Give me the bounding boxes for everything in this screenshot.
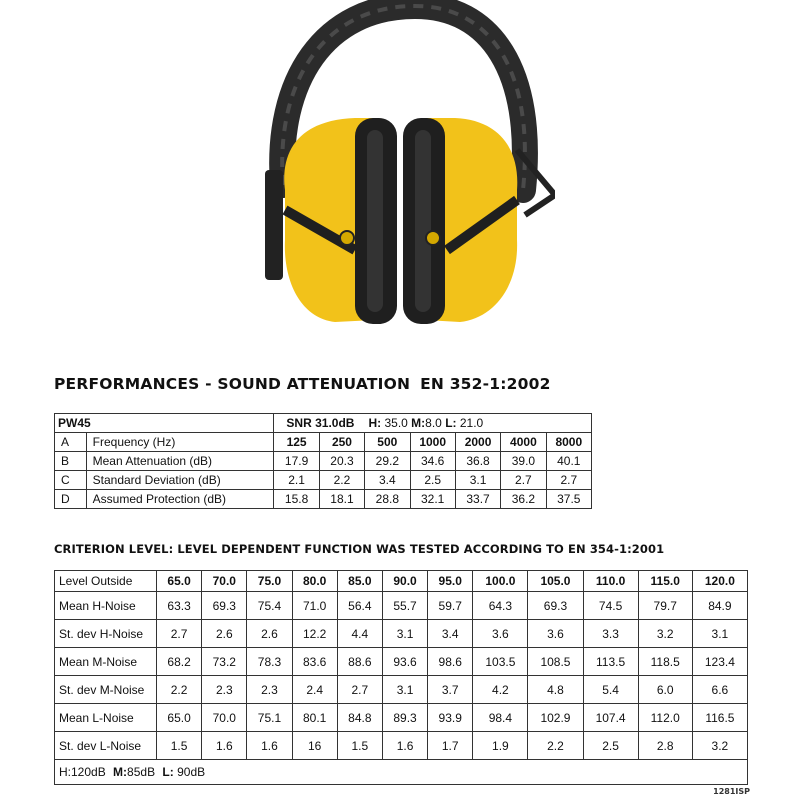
- table-cell: 3.1: [382, 676, 427, 704]
- table-cell: 4000: [501, 433, 546, 452]
- row-label: St. dev M-Noise: [55, 676, 157, 704]
- table-cell: 102.9: [528, 704, 583, 732]
- table-cell: 73.2: [202, 648, 247, 676]
- table-cell: 3.1: [455, 471, 500, 490]
- footer-l-label: L:: [162, 765, 174, 779]
- table-row: [55, 648, 748, 676]
- table-cell: 500: [365, 433, 410, 452]
- table-cell: 120.0: [692, 571, 747, 592]
- table-cell: 37.5: [546, 490, 591, 509]
- table-cell: 4.8: [528, 676, 583, 704]
- table-cell: 110.0: [583, 571, 638, 592]
- row-label: Standard Deviation (dB): [86, 471, 274, 490]
- table-cell: 63.3: [157, 592, 202, 620]
- table-cell: 105.0: [528, 571, 583, 592]
- table-cell: 39.0: [501, 452, 546, 471]
- m-label: M:: [411, 416, 426, 430]
- table-cell: 75.4: [247, 592, 292, 620]
- table-cell: 2.2: [157, 676, 202, 704]
- table-cell: 65.0: [157, 704, 202, 732]
- heading-standard: EN 352-1:2002: [420, 375, 551, 393]
- table-row: [55, 414, 592, 433]
- table-cell: 90.0: [382, 571, 427, 592]
- table-cell: 6.0: [638, 676, 692, 704]
- table-cell: 65.0: [157, 571, 202, 592]
- table-cell: 250: [319, 433, 364, 452]
- table-cell: 28.8: [365, 490, 410, 509]
- table-cell: 29.2: [365, 452, 410, 471]
- table-cell: 1.5: [157, 732, 202, 760]
- row-label: Assumed Protection (dB): [86, 490, 274, 509]
- attenuation-table: [54, 413, 592, 509]
- table-cell: 2.7: [546, 471, 591, 490]
- table-cell: 3.4: [428, 620, 473, 648]
- table-row: [55, 471, 592, 490]
- table-cell: 98.4: [473, 704, 528, 732]
- table-row: [55, 676, 748, 704]
- table-row: [55, 490, 592, 509]
- table-cell: 80.1: [292, 704, 337, 732]
- table-cell: 3.3: [583, 620, 638, 648]
- table-cell: 123.4: [692, 648, 747, 676]
- table-cell: 69.3: [202, 592, 247, 620]
- table-cell: 4.4: [337, 620, 382, 648]
- table-cell: 100.0: [473, 571, 528, 592]
- table-cell: 107.4: [583, 704, 638, 732]
- table-cell: 2.6: [247, 620, 292, 648]
- row-label: St. dev H-Noise: [55, 620, 157, 648]
- table-cell: 3.6: [473, 620, 528, 648]
- table-cell: 70.0: [202, 704, 247, 732]
- table-cell: 95.0: [428, 571, 473, 592]
- table-cell: 89.3: [382, 704, 427, 732]
- table-cell: 4.2: [473, 676, 528, 704]
- table-cell: 2.5: [583, 732, 638, 760]
- row-label: Mean Attenuation (dB): [86, 452, 274, 471]
- table-cell: 33.7: [455, 490, 500, 509]
- table-cell: 70.0: [202, 571, 247, 592]
- snr-cell: [274, 414, 592, 433]
- table-cell: 78.3: [247, 648, 292, 676]
- table-row: [55, 704, 748, 732]
- h-value: 35.0: [384, 416, 408, 430]
- table-row: [55, 592, 748, 620]
- table-cell: 3.1: [382, 620, 427, 648]
- corner-code: 1281ISP: [713, 787, 750, 796]
- table-cell: 71.0: [292, 592, 337, 620]
- footer-m-label: M:: [113, 765, 128, 779]
- table-cell: 2.4: [292, 676, 337, 704]
- table-cell: 6.6: [692, 676, 747, 704]
- table-cell: 1.6: [382, 732, 427, 760]
- table-cell: 1.6: [247, 732, 292, 760]
- table-cell: 17.9: [274, 452, 319, 471]
- table-cell: 2.7: [157, 620, 202, 648]
- table-cell: 56.4: [337, 592, 382, 620]
- table-cell: 1.9: [473, 732, 528, 760]
- row-label: Mean H-Noise: [55, 592, 157, 620]
- table-cell: 40.1: [546, 452, 591, 471]
- table-cell: 88.6: [337, 648, 382, 676]
- row-label: Mean L-Noise: [55, 704, 157, 732]
- footer-l-value: 90dB: [177, 765, 206, 779]
- section-heading: [54, 375, 551, 393]
- table-cell: 55.7: [382, 592, 427, 620]
- table-cell: 8000: [546, 433, 591, 452]
- table-footer: [55, 760, 748, 785]
- table-cell: 93.6: [382, 648, 427, 676]
- table-cell: 98.6: [428, 648, 473, 676]
- table-cell: 3.4: [365, 471, 410, 490]
- table-cell: 116.5: [692, 704, 747, 732]
- table-cell: 115.0: [638, 571, 692, 592]
- table-cell: 12.2: [292, 620, 337, 648]
- heading-title: PERFORMANCES - SOUND ATTENUATION: [54, 375, 411, 393]
- table-cell: 2.1: [274, 471, 319, 490]
- table-cell: 75.0: [247, 571, 292, 592]
- table-cell: 79.7: [638, 592, 692, 620]
- table-cell: 36.2: [501, 490, 546, 509]
- model-cell: PW45: [55, 414, 274, 433]
- table-cell: 103.5: [473, 648, 528, 676]
- table-cell: 3.6: [528, 620, 583, 648]
- table-cell: 5.4: [583, 676, 638, 704]
- table-cell: 85.0: [337, 571, 382, 592]
- criterion-table: [54, 570, 748, 785]
- h-label: H:: [368, 416, 382, 430]
- table-cell: 59.7: [428, 592, 473, 620]
- l-label: L:: [445, 416, 457, 430]
- table-cell: 125: [274, 433, 319, 452]
- table-cell: 3.1: [692, 620, 747, 648]
- table-cell: 74.5: [583, 592, 638, 620]
- table-row: [55, 620, 748, 648]
- table-cell: 2.7: [501, 471, 546, 490]
- table-cell: 20.3: [319, 452, 364, 471]
- table-cell: 2.3: [202, 676, 247, 704]
- table-cell: 2.7: [337, 676, 382, 704]
- table-cell: 2.5: [410, 471, 455, 490]
- table-cell: 36.8: [455, 452, 500, 471]
- table-cell: 83.6: [292, 648, 337, 676]
- table-cell: 1.7: [428, 732, 473, 760]
- table-cell: 112.0: [638, 704, 692, 732]
- table-cell: 1.6: [202, 732, 247, 760]
- table-cell: 1000: [410, 433, 455, 452]
- snr-value: SNR 31.0dB: [286, 416, 355, 430]
- table-cell: 64.3: [473, 592, 528, 620]
- criterion-heading: CRITERION LEVEL: LEVEL DEPENDENT FUNCTION WAS TESTED ACCORDING TO EN 354-1:2001: [54, 542, 665, 556]
- table-row: [55, 732, 748, 760]
- table-cell: 3.7: [428, 676, 473, 704]
- table-cell: 2.6: [202, 620, 247, 648]
- table-cell: 84.8: [337, 704, 382, 732]
- table-cell: 113.5: [583, 648, 638, 676]
- table-row: [55, 433, 592, 452]
- table-cell: 2.3: [247, 676, 292, 704]
- row-label: Mean M-Noise: [55, 648, 157, 676]
- row-label: Frequency (Hz): [86, 433, 274, 452]
- footer-h: H:120dB: [59, 765, 106, 779]
- table-cell: 69.3: [528, 592, 583, 620]
- row-label: Level Outside: [55, 571, 157, 592]
- footer-cell: [55, 760, 748, 785]
- row-code: D: [55, 490, 87, 509]
- header-row: [55, 571, 748, 592]
- table-cell: 68.2: [157, 648, 202, 676]
- m-value: 8.0: [425, 416, 442, 430]
- table-cell: 75.1: [247, 704, 292, 732]
- row-code: A: [55, 433, 87, 452]
- table-cell: 80.0: [292, 571, 337, 592]
- table-cell: 1.5: [337, 732, 382, 760]
- table-cell: 2.2: [528, 732, 583, 760]
- table-cell: 18.1: [319, 490, 364, 509]
- earmuffs-image: [255, 0, 555, 330]
- table-cell: 32.1: [410, 490, 455, 509]
- row-code: B: [55, 452, 87, 471]
- table-cell: 118.5: [638, 648, 692, 676]
- table-cell: 34.6: [410, 452, 455, 471]
- table-cell: 2.8: [638, 732, 692, 760]
- table-cell: 2000: [455, 433, 500, 452]
- row-code: C: [55, 471, 87, 490]
- footer-m-value: 85dB: [127, 765, 156, 779]
- table-cell: 2.2: [319, 471, 364, 490]
- row-label: St. dev L-Noise: [55, 732, 157, 760]
- table-cell: 3.2: [692, 732, 747, 760]
- table-row: [55, 452, 592, 471]
- l-value: 21.0: [459, 416, 484, 430]
- table-cell: 3.2: [638, 620, 692, 648]
- table-cell: 84.9: [692, 592, 747, 620]
- table-cell: 93.9: [428, 704, 473, 732]
- table-cell: 15.8: [274, 490, 319, 509]
- table-cell: 108.5: [528, 648, 583, 676]
- table-cell: 16: [292, 732, 337, 760]
